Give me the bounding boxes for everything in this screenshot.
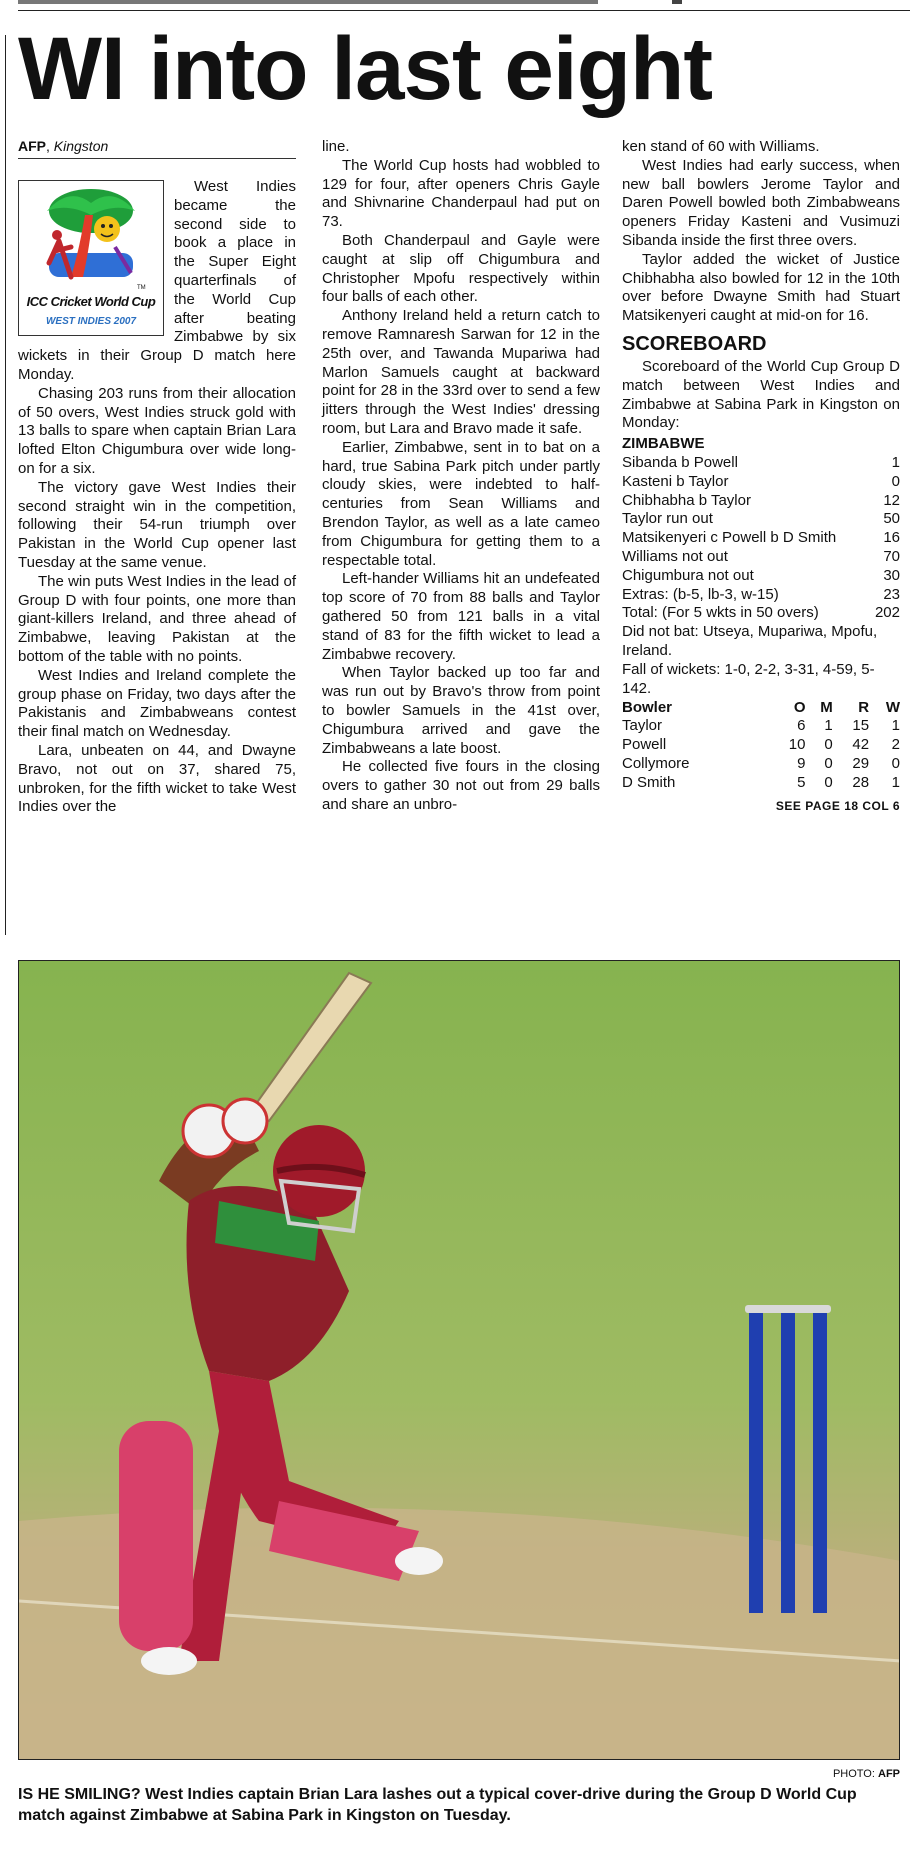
batting-row: Chigumbura not out 30 [622,566,900,584]
paragraph-continued: line. [322,138,350,155]
byline-location: Kingston [53,138,109,154]
paragraph: Taylor added the wicket of Justice Chibhabha also bowled for 12 in the 10th over before Dwayne Smith had Stuart Matsikenyeri caught at mid-on for 16. [622,250,900,325]
scoreboard-heading: SCOREBOARD [622,332,767,355]
total-row: Total: (For 5 wkts in 50 overs) 202 [622,604,900,622]
batsman-illustration [19,961,900,1760]
did-not-bat: Did not bat: Utseya, Mupariwa, Mpofu, Ireland. [622,623,878,659]
batting-row: Matsikenyeri c Powell b D Smith 16 [622,529,900,547]
article-column-1 [18,178,296,817]
paragraph: Both Chanderpaul and Gayle were caught at slip off Chigumbura and Christopher Mpofu respectively within four balls of each other. [322,231,600,306]
logo-subtitle: WEST INDIES 2007 [45,316,137,327]
top-mark [672,0,682,4]
byline: AFP, Kingston [18,138,296,159]
left-rule [5,35,6,935]
logo-title: ICC Cricket World Cup [26,294,156,309]
batting-row: Sibanda b Powell 1 [622,453,900,471]
bowling-row: D Smith 5 0 28 1 [622,773,900,791]
bowling-row: Taylor 6 1 15 1 [622,717,900,735]
paragraph: Chasing 203 runs from their allocation of 50 overs, West Indies struck gold with 13 balls to spare when captain Brian Lara lofted Elton Chigumbura over wide long-on for a six. [18,384,296,477]
see-page-reference: SEE PAGE 18 COL 6 [775,798,900,813]
paragraph: West Indies had early success, when new ball bowlers Jerome Taylor and Daren Powell bowled both Zimbabweans openers Friday Kasteni and Vusimuzi Sibanda inside the first three overs. [622,156,900,249]
fall-of-wickets: Fall of wickets: 1-0, 2-2, 3-31, 4-59, 5-142. [622,660,875,697]
paragraph: When Taylor backed up too far and was run out by Bravo's throw from point to bowler Samuels in the 41st over, Chigumbura arrived and gave the Zimbabweans a late boost. [322,664,600,757]
palm-tree-icon [19,181,163,293]
headline: WI into last eight [18,18,712,118]
byline-source: AFP [18,138,46,154]
paragraph: The World Cup hosts had wobbled to 129 for four, after openers Chris Gayle and Shivnarine Chanderpaul had put on 73. [322,156,600,231]
paragraph: Earlier, Zimbabwe, sent in to bat on a hard, true Sabina Park pitch under partly cloudy skies, were indebted to half-centuries from Sean Williams and Brendon Taylor, as well as a late cameo from Chigumbura for getting them to a respectable total. [322,438,600,569]
bowling-table [622,698,900,792]
batting-row: Taylor run out 50 [622,510,900,528]
top-strip [18,0,598,4]
batting-row: Williams not out 70 [622,547,900,565]
bowling-header-row: Bowler O M R W [622,699,900,717]
bowling-row: Powell 10 0 42 2 [622,736,900,754]
trademark: TM [137,285,146,291]
paragraph: The victory gave West Indies their second straight win in the competition, following their 54-run triumph over Pakistan in the World Cup opener last Tuesday at the same venue. [18,478,296,571]
paragraph: Anthony Ireland held a return catch to remove Ramnaresh Sarwan for 12 in the 25th over, and Tawanda Mupariwa had Marlon Samuels caught at backward point for 28 in the 33rd over to send a few jitters through the West Indies' dressing room, but Lara and Bravo made it safe. [322,307,600,437]
paragraph: West Indies became the second side to book a place in the Super Eight quarterfinals of the World Cup after beating Zimbabwe by six wickets in their Group D match here Monday. [18,178,296,383]
scoreboard-team: ZIMBABWE [622,435,705,453]
top-rule [18,10,910,11]
paragraph: He collected five fours in the closing overs to gather 30 not out from 29 balls and share an unbro- [322,758,600,813]
paragraph: Left-hander Williams hit an undefeated top score of 70 from 88 balls and Taylor gathered 50 from 121 balls in a vital stand of 83 for the fifth wicket to lead a Zimbabwe recovery. [322,570,600,663]
article-column-3 [622,138,900,815]
paragraph-continued: ken stand of 60 with Williams. [622,138,820,155]
paragraph: The win puts West Indies in the lead of Group D with four points, one more than giant-killers Ireland, and three ahead of Zimbabwe, leaving Pakistan at the bottom of the table with no points. [18,572,296,665]
photo-caption: IS HE SMILING? West Indies captain Brian Lara lashes out a typical cover-drive during the Group D World Cup match against Zimbabwe at Sabina Park in Kingston on Tuesday. [18,1786,857,1824]
paragraph: West Indies and Ireland complete the group phase on Friday, two days after the Pakistanis and Zimbabweans contest their final match on Wednesday. [18,666,296,741]
article-column-2 [322,138,600,815]
extras-row: Extras: (b-5, lb-3, w-15) 23 [622,585,900,603]
paragraph: Lara, unbeaten on 44, and Dwayne Bravo, not out on 37, shared 75, unbroken, for the fifth wicket to take West Indies over the [18,741,296,816]
scoreboard-intro: Scoreboard of the World Cup Group D match between West Indies and Zimbabwe at Sabina Park in Kingston on Monday: [622,357,900,432]
bowling-row: Collymore 9 0 29 0 [622,754,900,772]
world-cup-logo [18,180,164,336]
batting-row: Kasteni b Taylor 0 [622,472,900,490]
photo-credit: PHOTO: AFP [832,1768,900,1780]
cricket-photo [18,960,900,1760]
batting-row: Chibhabha b Taylor 12 [622,491,900,509]
